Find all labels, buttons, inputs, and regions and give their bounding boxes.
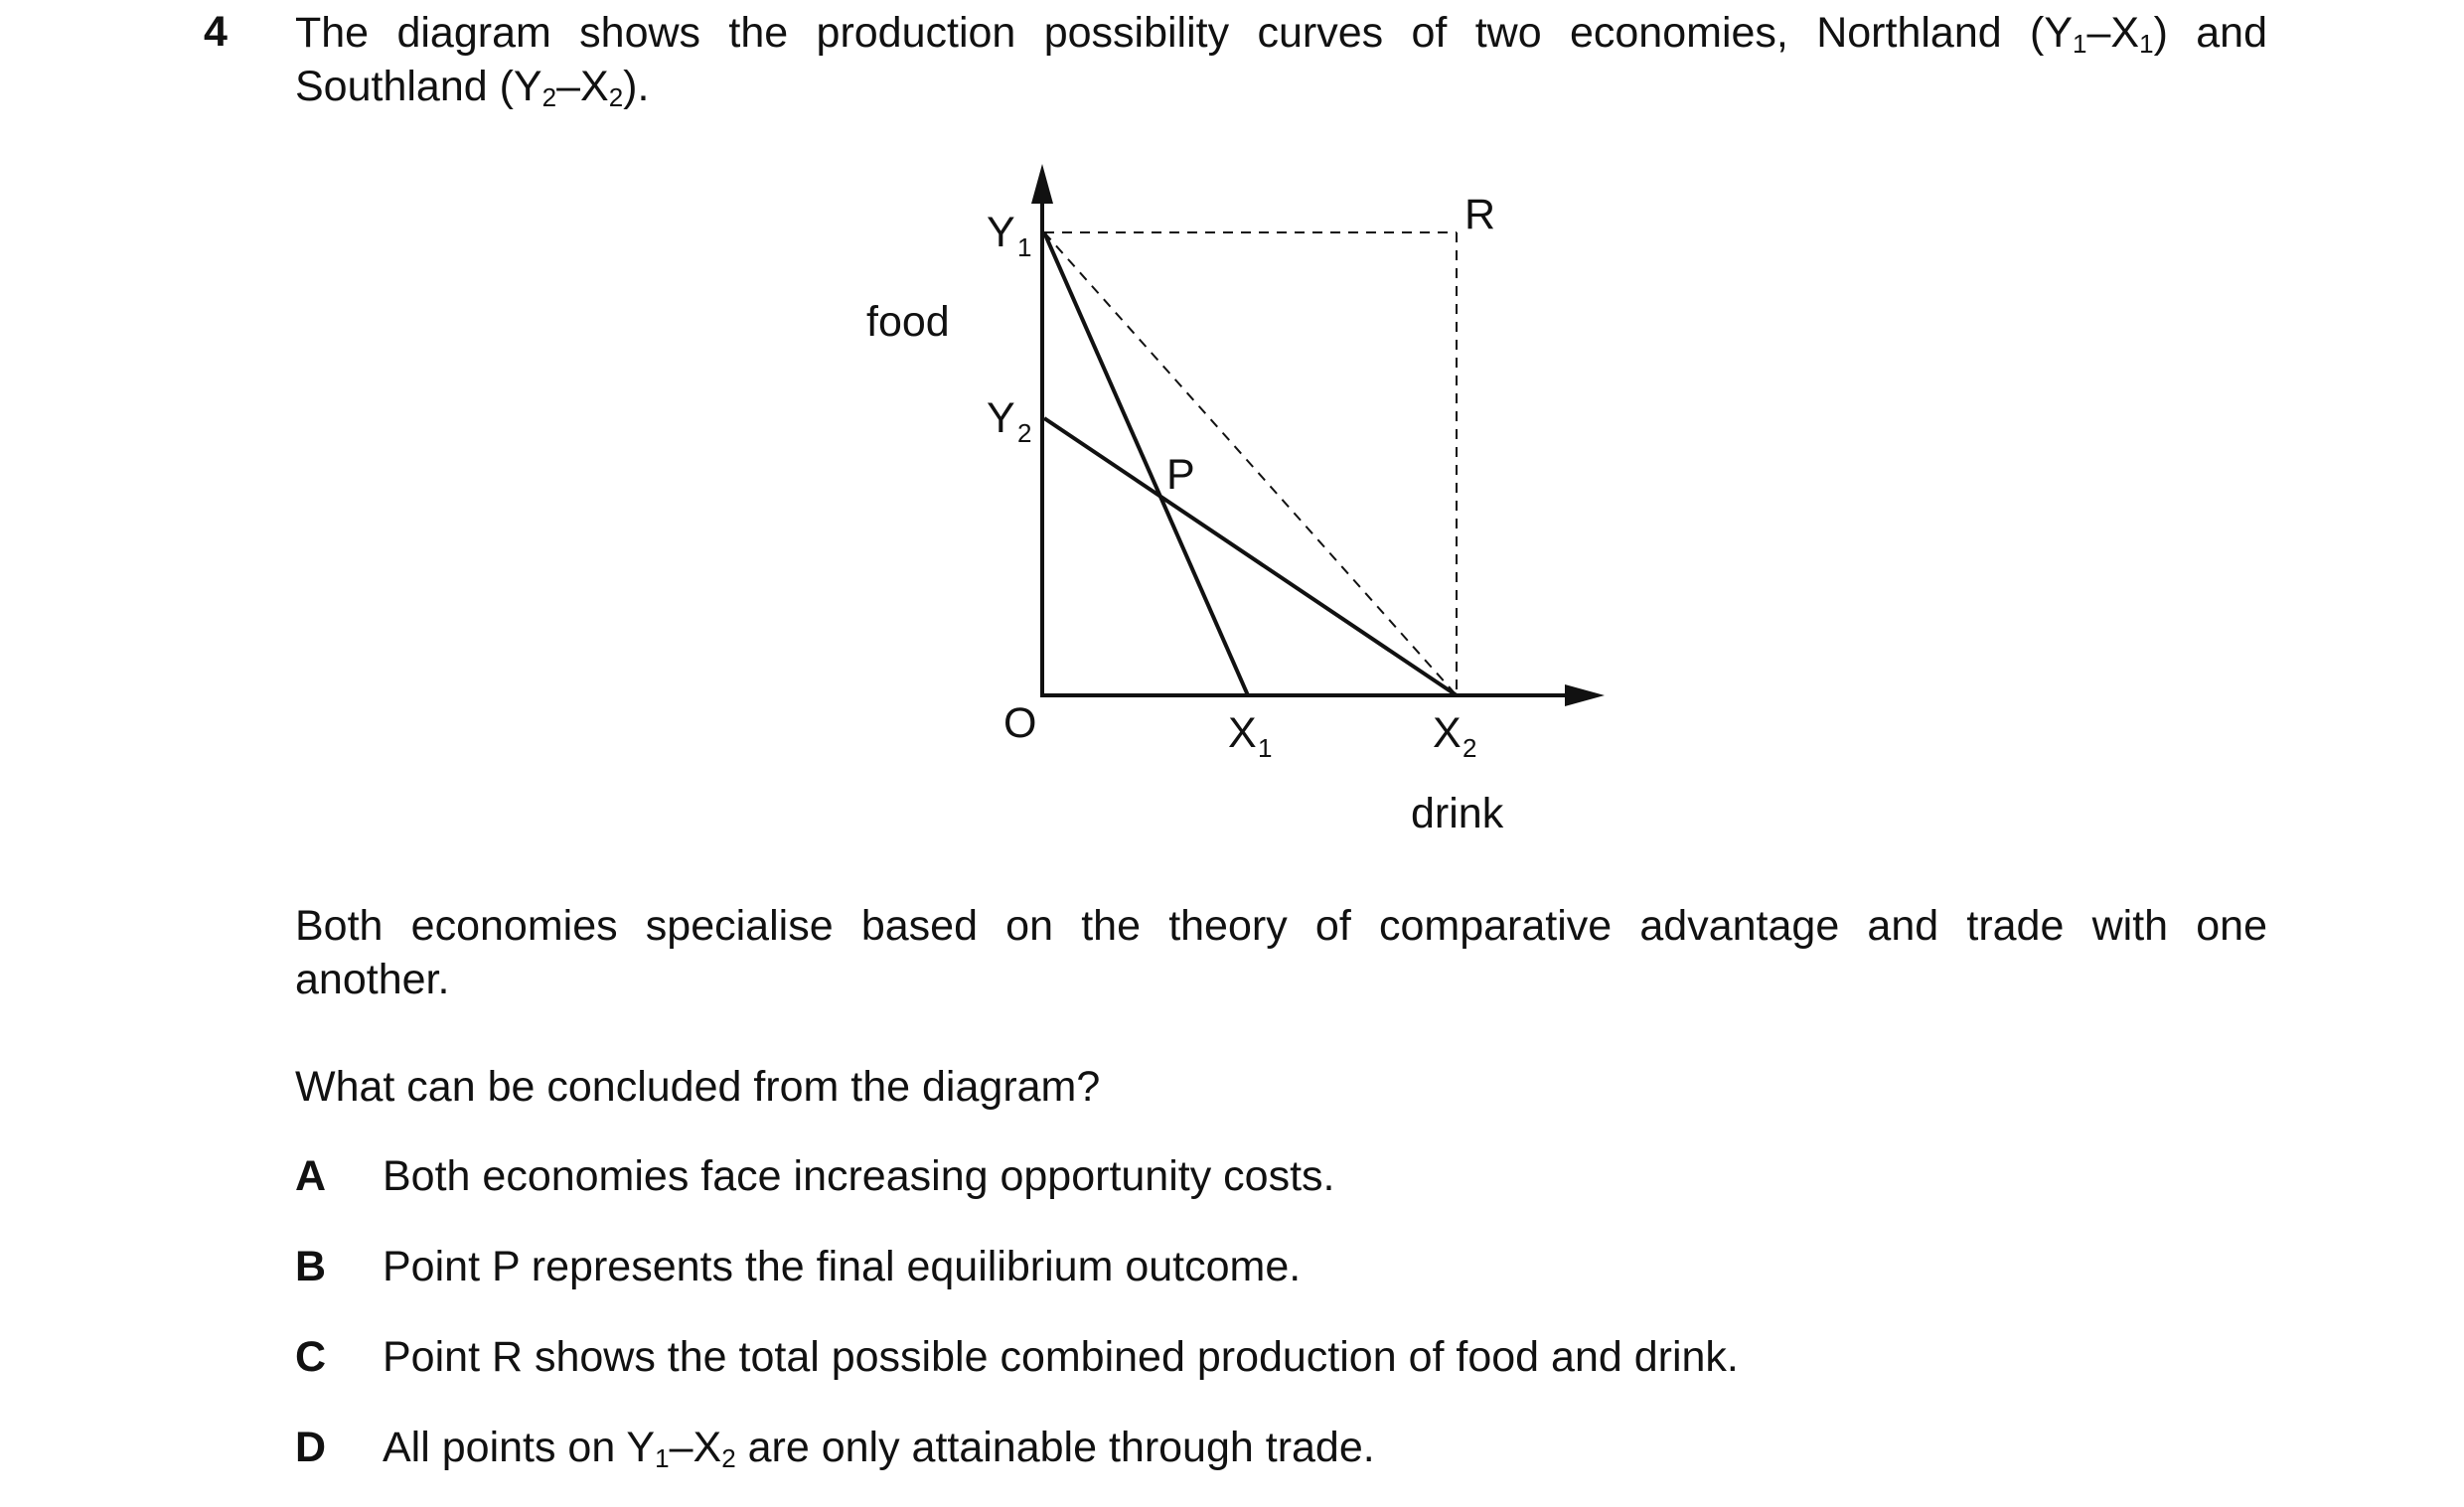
x2-label: X [1433,709,1462,757]
option-a-text: Both economies face increasing opportunity costs. [383,1152,1335,1200]
y2-sub: 2 [1017,418,1032,448]
stem-line-1: The diagram shows the production possibility curves of two economies, Northland $(Y_1-X_1)$ and [295,9,2267,59]
y2-label: Y [987,394,1015,442]
origin-label: O [1003,699,1037,747]
point-r-label: R [1464,191,1496,238]
option-d-text: All points on $Y_1-X_2$ are only attainable through trade. [383,1424,1375,1473]
option-c-text: Point R shows the total possible combined production of food and drink. [383,1333,1739,1381]
option-b-letter: B [295,1243,327,1290]
option-d-letter: D [295,1424,327,1471]
stem-line-2: Southland $(Y_2-X_2)$. [295,63,650,112]
point-p-label: P [1166,451,1195,499]
question-prompt: What can be concluded from the diagram? [295,1063,1101,1111]
y-axis-label: food [866,298,950,346]
option-b-text: Point P represents the final equilibrium outcome. [383,1243,1302,1290]
x1-sub: 1 [1258,733,1273,763]
y1-sub: 1 [1017,232,1032,262]
northland-ppc [1044,232,1248,695]
question-number: 4 [204,8,228,56]
x-axis-label: drink [1411,790,1504,837]
option-a-letter: A [295,1152,327,1200]
x-axis-arrow [1565,684,1605,706]
x1-label: X [1228,709,1257,757]
y1-label: Y [987,209,1015,256]
x2-sub: 2 [1463,733,1477,763]
y-axis-arrow [1031,164,1053,204]
option-c-letter: C [295,1333,327,1381]
dashed-y1-x2 [1044,232,1457,695]
southland-ppc [1044,418,1457,695]
paragraph-specialise: Both economies specialise based on the theory of comparative advantage and trade with one another. [295,902,2267,1003]
